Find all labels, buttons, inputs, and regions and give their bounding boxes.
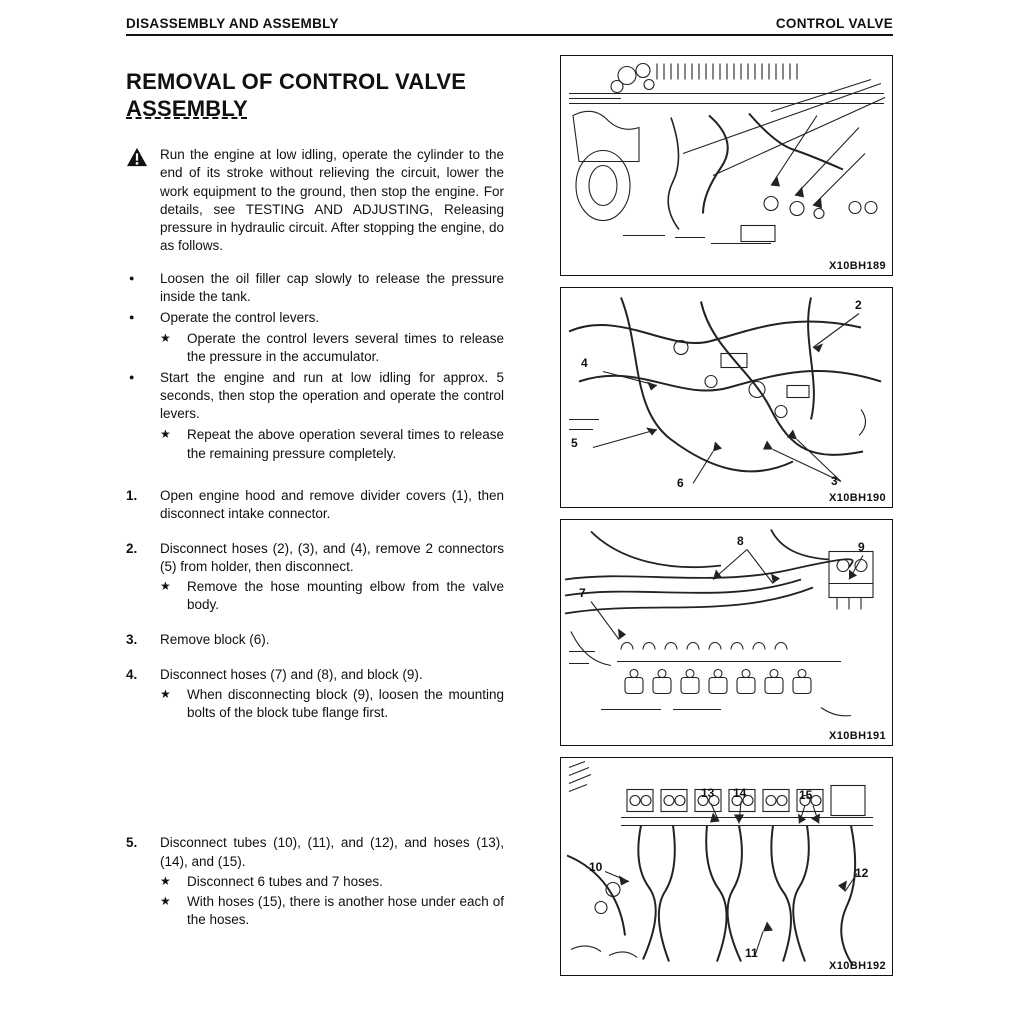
list-item-text: Operate the control levers. [160,310,320,326]
figure-column [560,55,894,987]
callout-label: 14 [733,786,747,800]
bullet-icon: ● [129,312,135,323]
callout-label: 11 [745,946,758,960]
list-item-text: Start the engine and run at low idling for approx. 5 seconds, then stop the operation and operate the control levers. [160,370,504,422]
page-title [126,69,504,123]
callout-label: 6 [677,476,684,490]
callout-label: 3 [831,474,838,488]
step-subitem-text: With hoses (15), there is another hose under each of the hoses. [187,893,504,927]
star-icon: ★ [160,578,171,593]
step-subitem-text: Disconnect 6 tubes and 7 hoses. [187,873,383,889]
warning-text: Run the engine at low idling, operate the cylinder to the end of its stroke without relieving the circuit, lower the work equipment to the ground, then stop the engine. For details, see TESTING AND ADJUSTING, Releasing pressure in hydraulic circuit. After stopping the engine, do as follows. [160,147,504,253]
header-section-title: DISASSEMBLY AND ASSEMBLY [126,16,339,31]
star-icon: ★ [160,873,171,888]
list-item-text: Loosen the oil filler cap slowly to release the pressure inside the tank. [160,270,504,304]
callout-label: 13 [701,786,715,800]
precaution-list [126,270,504,463]
step-text: Disconnect tubes (10), (11), and (12), and hoses (13), (14), and (15). [160,835,504,869]
step-subitem [160,873,504,891]
star-icon: ★ [160,893,171,908]
callout-label: 4 [581,356,588,370]
list-item [126,369,504,423]
header-rule [126,34,893,36]
callout-label: 15 [799,788,813,802]
step-number: 1. [126,487,138,503]
figure-code: X10BH191 [828,730,886,742]
figure-illustration [561,758,892,975]
step-number: 5. [126,835,138,851]
figure-tubes [560,757,893,976]
callout-label: 7 [579,586,586,600]
step-text: Disconnect hoses (7) and (8), and block (9). [160,667,423,683]
step-number: 3. [126,632,138,648]
warning-icon [126,146,160,254]
bullet-icon: ● [129,272,135,283]
figure-illustration [561,288,892,507]
callout-label: 2 [855,298,862,312]
list-subitem-text: Operate the control levers several times to release the pressure in the accumulator. [187,331,504,365]
step-text: Open engine hood and remove divider covers (1), then disconnect intake connector. [160,487,504,521]
list-item [126,309,504,327]
step-subitem [160,893,504,929]
step-number: 4. [126,667,138,683]
step-subitem-text: When disconnecting block (9), loosen the mounting bolts of the block tube flange first. [187,687,504,721]
figure-engine-top [560,55,893,276]
list-subitem [160,330,504,366]
callout-label: 12 [855,866,869,880]
callout-label: 8 [737,534,744,548]
warning-block [126,146,504,254]
step-3 [126,631,504,649]
header-chapter-title: CONTROL VALVE [775,16,893,31]
step-subitem-text: Remove the hose mounting elbow from the valve body. [187,578,504,613]
page-title-line2: ASSEMBLY [126,95,248,121]
star-icon: ★ [160,427,171,442]
figure-code: X10BH192 [828,960,886,972]
figure-illustration [561,520,892,745]
callout-label: 10 [589,860,603,874]
star-icon: ★ [160,687,171,702]
callout-label: 5 [571,436,578,450]
step-2 [126,540,504,614]
step-text: Remove block (6). [160,632,270,648]
bullet-icon: ● [129,372,135,383]
procedure-steps [126,487,504,929]
figure-illustration [561,56,892,275]
step-4 [126,666,504,722]
list-item [126,270,504,306]
text-column [126,54,504,946]
page-title-line1: REMOVAL OF CONTROL VALVE [126,68,467,94]
figure-hoses [560,287,893,508]
step-5 [126,834,504,928]
step-subitem [160,686,504,722]
figure-code: X10BH190 [828,492,886,504]
list-subitem-text: Repeat the above operation several times to release the remaining pressure completely. [187,427,504,461]
figure-valve-block [560,519,893,746]
list-subitem [160,426,504,462]
step-text: Disconnect hoses (2), (3), and (4), remove 2 connectors (5) from holder, then disconnect. [160,540,504,574]
step-number: 2. [126,540,138,556]
callout-label: 9 [858,540,865,554]
step-subitem [160,578,504,614]
step-1 [126,487,504,523]
figure-code: X10BH189 [828,260,886,272]
star-icon: ★ [160,331,171,346]
